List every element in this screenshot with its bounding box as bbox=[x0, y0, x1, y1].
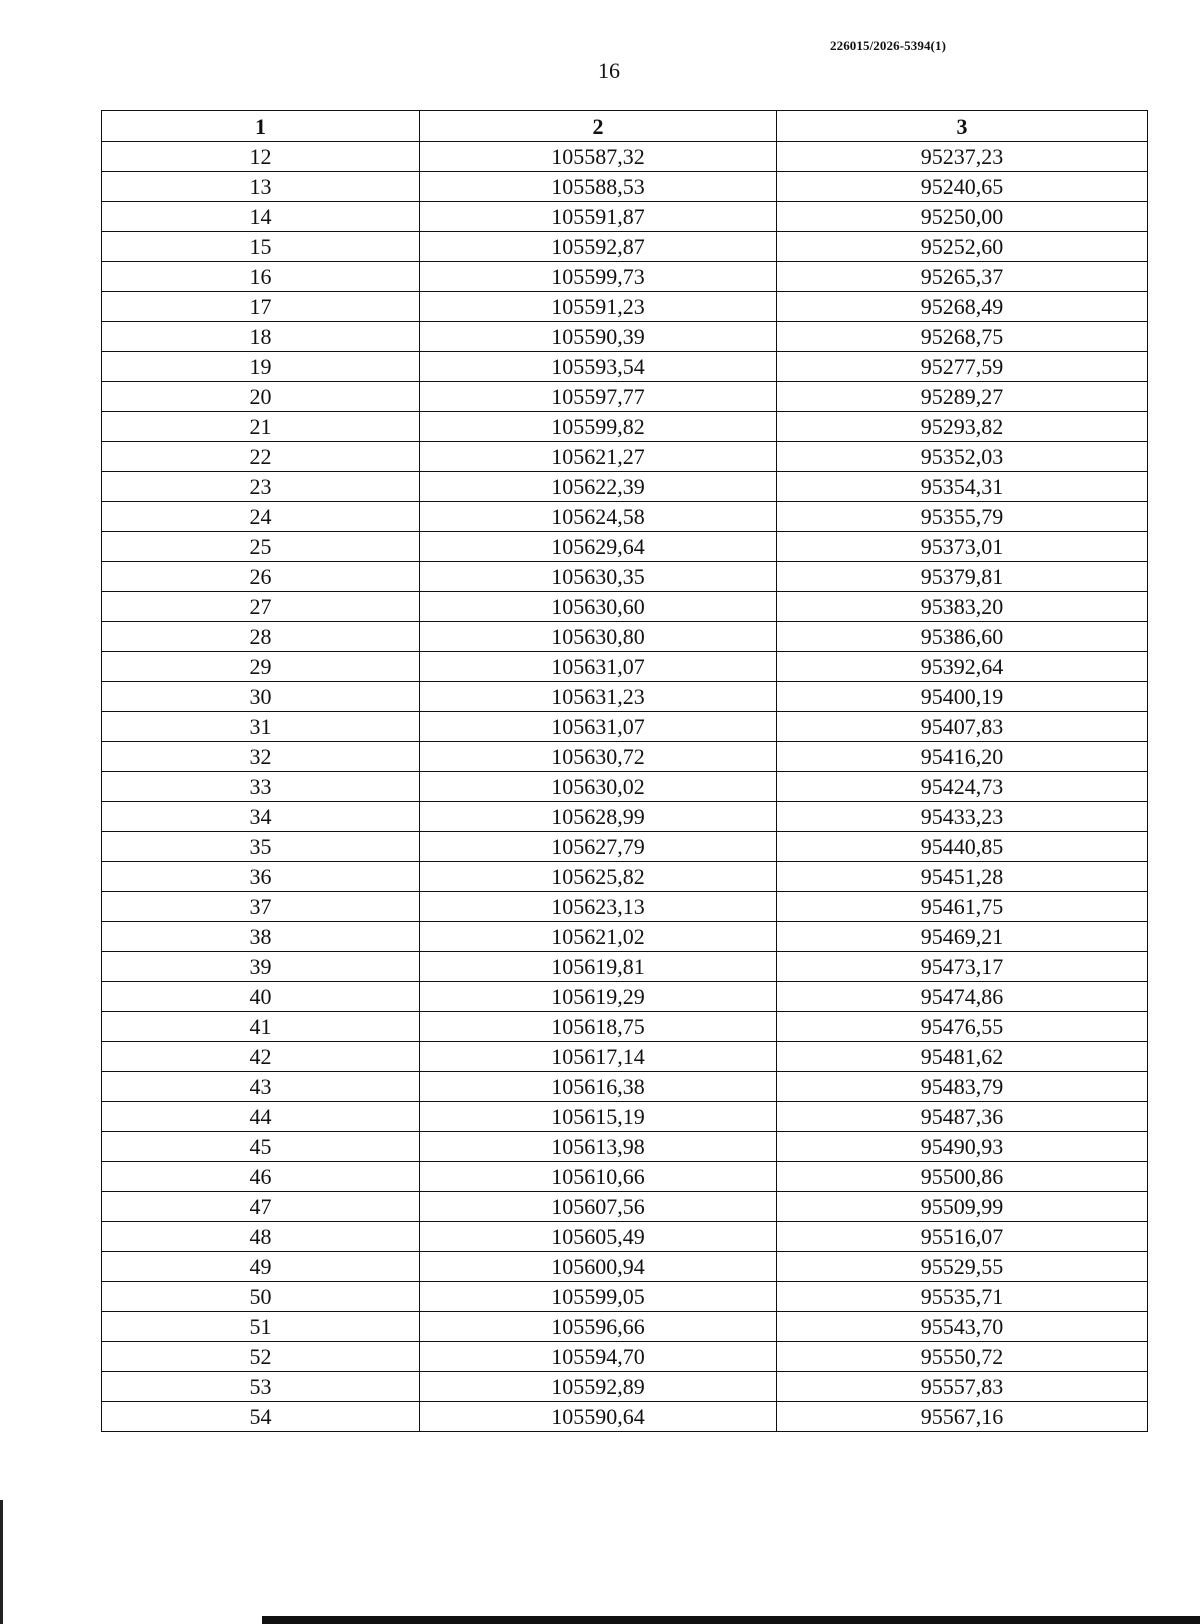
point-number-cell: 50 bbox=[102, 1282, 420, 1312]
point-number-cell: 53 bbox=[102, 1372, 420, 1402]
x-coordinate-cell: 105592,87 bbox=[420, 232, 777, 262]
table-row bbox=[102, 262, 1148, 292]
y-coordinate-cell: 95500,86 bbox=[777, 1162, 1148, 1192]
table-row bbox=[102, 892, 1148, 922]
table-row bbox=[102, 562, 1148, 592]
x-coordinate-cell: 105600,94 bbox=[420, 1252, 777, 1282]
x-coordinate-cell: 105627,79 bbox=[420, 832, 777, 862]
y-coordinate-cell: 95240,65 bbox=[777, 172, 1148, 202]
table-body bbox=[102, 142, 1148, 1432]
y-coordinate-cell: 95400,19 bbox=[777, 682, 1148, 712]
x-coordinate-cell: 105613,98 bbox=[420, 1132, 777, 1162]
y-coordinate-cell: 95474,86 bbox=[777, 982, 1148, 1012]
y-coordinate-cell: 95407,83 bbox=[777, 712, 1148, 742]
y-coordinate-cell: 95265,37 bbox=[777, 262, 1148, 292]
y-coordinate-cell: 95355,79 bbox=[777, 502, 1148, 532]
point-number-cell: 38 bbox=[102, 922, 420, 952]
point-number-cell: 54 bbox=[102, 1402, 420, 1432]
x-coordinate-cell: 105591,23 bbox=[420, 292, 777, 322]
x-coordinate-cell: 105628,99 bbox=[420, 802, 777, 832]
x-coordinate-cell: 105599,73 bbox=[420, 262, 777, 292]
y-coordinate-cell: 95476,55 bbox=[777, 1012, 1148, 1042]
x-coordinate-cell: 105605,49 bbox=[420, 1222, 777, 1252]
point-number-cell: 24 bbox=[102, 502, 420, 532]
table-row bbox=[102, 862, 1148, 892]
table-row bbox=[102, 592, 1148, 622]
table-row bbox=[102, 622, 1148, 652]
x-coordinate-cell: 105629,64 bbox=[420, 532, 777, 562]
table-row bbox=[102, 502, 1148, 532]
y-coordinate-cell: 95461,75 bbox=[777, 892, 1148, 922]
x-coordinate-cell: 105624,58 bbox=[420, 502, 777, 532]
table-row bbox=[102, 412, 1148, 442]
x-coordinate-cell: 105621,27 bbox=[420, 442, 777, 472]
point-number-cell: 45 bbox=[102, 1132, 420, 1162]
y-coordinate-cell: 95383,20 bbox=[777, 592, 1148, 622]
y-coordinate-cell: 95252,60 bbox=[777, 232, 1148, 262]
table-row bbox=[102, 1282, 1148, 1312]
point-number-cell: 49 bbox=[102, 1252, 420, 1282]
x-coordinate-cell: 105630,02 bbox=[420, 772, 777, 802]
table-row bbox=[102, 352, 1148, 382]
point-number-cell: 31 bbox=[102, 712, 420, 742]
y-coordinate-cell: 95373,01 bbox=[777, 532, 1148, 562]
point-number-cell: 34 bbox=[102, 802, 420, 832]
point-number-cell: 30 bbox=[102, 682, 420, 712]
point-number-cell: 14 bbox=[102, 202, 420, 232]
y-coordinate-cell: 95379,81 bbox=[777, 562, 1148, 592]
x-coordinate-cell: 105621,02 bbox=[420, 922, 777, 952]
x-coordinate-cell: 105631,07 bbox=[420, 652, 777, 682]
table-row bbox=[102, 742, 1148, 772]
point-number-cell: 15 bbox=[102, 232, 420, 262]
point-number-cell: 40 bbox=[102, 982, 420, 1012]
y-coordinate-cell: 95277,59 bbox=[777, 352, 1148, 382]
point-number-cell: 42 bbox=[102, 1042, 420, 1072]
coordinates-table bbox=[101, 110, 1148, 1432]
table-row bbox=[102, 1402, 1148, 1432]
point-number-cell: 21 bbox=[102, 412, 420, 442]
y-coordinate-cell: 95440,85 bbox=[777, 832, 1148, 862]
x-coordinate-cell: 105588,53 bbox=[420, 172, 777, 202]
y-coordinate-cell: 95535,71 bbox=[777, 1282, 1148, 1312]
x-coordinate-cell: 105631,23 bbox=[420, 682, 777, 712]
point-number-cell: 52 bbox=[102, 1342, 420, 1372]
x-coordinate-cell: 105630,60 bbox=[420, 592, 777, 622]
table-row bbox=[102, 1252, 1148, 1282]
table-row bbox=[102, 202, 1148, 232]
y-coordinate-cell: 95354,31 bbox=[777, 472, 1148, 502]
y-coordinate-cell: 95451,28 bbox=[777, 862, 1148, 892]
scan-bottom-bar bbox=[262, 1616, 1200, 1624]
table-row bbox=[102, 832, 1148, 862]
x-coordinate-cell: 105618,75 bbox=[420, 1012, 777, 1042]
y-coordinate-cell: 95483,79 bbox=[777, 1072, 1148, 1102]
x-coordinate-cell: 105591,87 bbox=[420, 202, 777, 232]
point-number-cell: 32 bbox=[102, 742, 420, 772]
y-coordinate-cell: 95550,72 bbox=[777, 1342, 1148, 1372]
x-coordinate-cell: 105599,05 bbox=[420, 1282, 777, 1312]
table-row bbox=[102, 292, 1148, 322]
point-number-cell: 29 bbox=[102, 652, 420, 682]
table-row bbox=[102, 232, 1148, 262]
point-number-cell: 35 bbox=[102, 832, 420, 862]
point-number-cell: 27 bbox=[102, 592, 420, 622]
point-number-cell: 12 bbox=[102, 142, 420, 172]
table-row bbox=[102, 172, 1148, 202]
y-coordinate-cell: 95469,21 bbox=[777, 922, 1148, 952]
point-number-cell: 17 bbox=[102, 292, 420, 322]
y-coordinate-cell: 95543,70 bbox=[777, 1312, 1148, 1342]
point-number-cell: 48 bbox=[102, 1222, 420, 1252]
x-coordinate-cell: 105630,35 bbox=[420, 562, 777, 592]
x-coordinate-cell: 105587,32 bbox=[420, 142, 777, 172]
point-number-cell: 51 bbox=[102, 1312, 420, 1342]
scan-edge-mark bbox=[0, 1500, 3, 1624]
table-row bbox=[102, 442, 1148, 472]
y-coordinate-cell: 95490,93 bbox=[777, 1132, 1148, 1162]
table-row bbox=[102, 802, 1148, 832]
y-coordinate-cell: 95433,23 bbox=[777, 802, 1148, 832]
point-number-cell: 37 bbox=[102, 892, 420, 922]
point-number-cell: 20 bbox=[102, 382, 420, 412]
y-coordinate-cell: 95289,27 bbox=[777, 382, 1148, 412]
table-row bbox=[102, 1012, 1148, 1042]
y-coordinate-cell: 95386,60 bbox=[777, 622, 1148, 652]
x-coordinate-cell: 105590,64 bbox=[420, 1402, 777, 1432]
table-row bbox=[102, 532, 1148, 562]
x-coordinate-cell: 105623,13 bbox=[420, 892, 777, 922]
x-coordinate-cell: 105622,39 bbox=[420, 472, 777, 502]
x-coordinate-cell: 105593,54 bbox=[420, 352, 777, 382]
table-row bbox=[102, 712, 1148, 742]
x-coordinate-cell: 105592,89 bbox=[420, 1372, 777, 1402]
table-row bbox=[102, 142, 1148, 172]
table-header-row bbox=[102, 111, 1148, 142]
point-number-cell: 23 bbox=[102, 472, 420, 502]
y-coordinate-cell: 95516,07 bbox=[777, 1222, 1148, 1252]
x-coordinate-cell: 105630,80 bbox=[420, 622, 777, 652]
x-coordinate-cell: 105599,82 bbox=[420, 412, 777, 442]
y-coordinate-cell: 95352,03 bbox=[777, 442, 1148, 472]
table-row bbox=[102, 1162, 1148, 1192]
column-header-2: 2 bbox=[420, 111, 777, 142]
table-row bbox=[102, 952, 1148, 982]
document-code: 226015/2026-5394(1) bbox=[830, 38, 946, 53]
x-coordinate-cell: 105597,77 bbox=[420, 382, 777, 412]
y-coordinate-cell: 95416,20 bbox=[777, 742, 1148, 772]
x-coordinate-cell: 105616,38 bbox=[420, 1072, 777, 1102]
x-coordinate-cell: 105631,07 bbox=[420, 712, 777, 742]
x-coordinate-cell: 105630,72 bbox=[420, 742, 777, 772]
table-row bbox=[102, 472, 1148, 502]
point-number-cell: 43 bbox=[102, 1072, 420, 1102]
table-row bbox=[102, 1372, 1148, 1402]
point-number-cell: 46 bbox=[102, 1162, 420, 1192]
table-row bbox=[102, 1132, 1148, 1162]
table-row bbox=[102, 982, 1148, 1012]
point-number-cell: 39 bbox=[102, 952, 420, 982]
point-number-cell: 25 bbox=[102, 532, 420, 562]
x-coordinate-cell: 105594,70 bbox=[420, 1342, 777, 1372]
y-coordinate-cell: 95250,00 bbox=[777, 202, 1148, 232]
y-coordinate-cell: 95293,82 bbox=[777, 412, 1148, 442]
x-coordinate-cell: 105596,66 bbox=[420, 1312, 777, 1342]
point-number-cell: 26 bbox=[102, 562, 420, 592]
x-coordinate-cell: 105615,19 bbox=[420, 1102, 777, 1132]
table-row bbox=[102, 772, 1148, 802]
x-coordinate-cell: 105619,29 bbox=[420, 982, 777, 1012]
y-coordinate-cell: 95268,75 bbox=[777, 322, 1148, 352]
point-number-cell: 16 bbox=[102, 262, 420, 292]
x-coordinate-cell: 105610,66 bbox=[420, 1162, 777, 1192]
point-number-cell: 44 bbox=[102, 1102, 420, 1132]
x-coordinate-cell: 105617,14 bbox=[420, 1042, 777, 1072]
y-coordinate-cell: 95237,23 bbox=[777, 142, 1148, 172]
y-coordinate-cell: 95529,55 bbox=[777, 1252, 1148, 1282]
table-row bbox=[102, 1102, 1148, 1132]
point-number-cell: 22 bbox=[102, 442, 420, 472]
table-row bbox=[102, 1312, 1148, 1342]
x-coordinate-cell: 105607,56 bbox=[420, 1192, 777, 1222]
table-row bbox=[102, 1072, 1148, 1102]
point-number-cell: 33 bbox=[102, 772, 420, 802]
x-coordinate-cell: 105625,82 bbox=[420, 862, 777, 892]
point-number-cell: 18 bbox=[102, 322, 420, 352]
table-row bbox=[102, 1342, 1148, 1372]
point-number-cell: 19 bbox=[102, 352, 420, 382]
table-row bbox=[102, 322, 1148, 352]
y-coordinate-cell: 95487,36 bbox=[777, 1102, 1148, 1132]
y-coordinate-cell: 95392,64 bbox=[777, 652, 1148, 682]
point-number-cell: 36 bbox=[102, 862, 420, 892]
table-row bbox=[102, 682, 1148, 712]
point-number-cell: 28 bbox=[102, 622, 420, 652]
y-coordinate-cell: 95473,17 bbox=[777, 952, 1148, 982]
table-row bbox=[102, 1042, 1148, 1072]
y-coordinate-cell: 95481,62 bbox=[777, 1042, 1148, 1072]
column-header-1: 1 bbox=[102, 111, 420, 142]
table-row bbox=[102, 652, 1148, 682]
column-header-3: 3 bbox=[777, 111, 1148, 142]
table-row bbox=[102, 1192, 1148, 1222]
y-coordinate-cell: 95557,83 bbox=[777, 1372, 1148, 1402]
x-coordinate-cell: 105619,81 bbox=[420, 952, 777, 982]
page-number: 16 bbox=[598, 58, 620, 83]
y-coordinate-cell: 95509,99 bbox=[777, 1192, 1148, 1222]
point-number-cell: 13 bbox=[102, 172, 420, 202]
y-coordinate-cell: 95424,73 bbox=[777, 772, 1148, 802]
table-row bbox=[102, 1222, 1148, 1252]
point-number-cell: 47 bbox=[102, 1192, 420, 1222]
point-number-cell: 41 bbox=[102, 1012, 420, 1042]
table-row bbox=[102, 382, 1148, 412]
y-coordinate-cell: 95567,16 bbox=[777, 1402, 1148, 1432]
y-coordinate-cell: 95268,49 bbox=[777, 292, 1148, 322]
table-row bbox=[102, 922, 1148, 952]
x-coordinate-cell: 105590,39 bbox=[420, 322, 777, 352]
